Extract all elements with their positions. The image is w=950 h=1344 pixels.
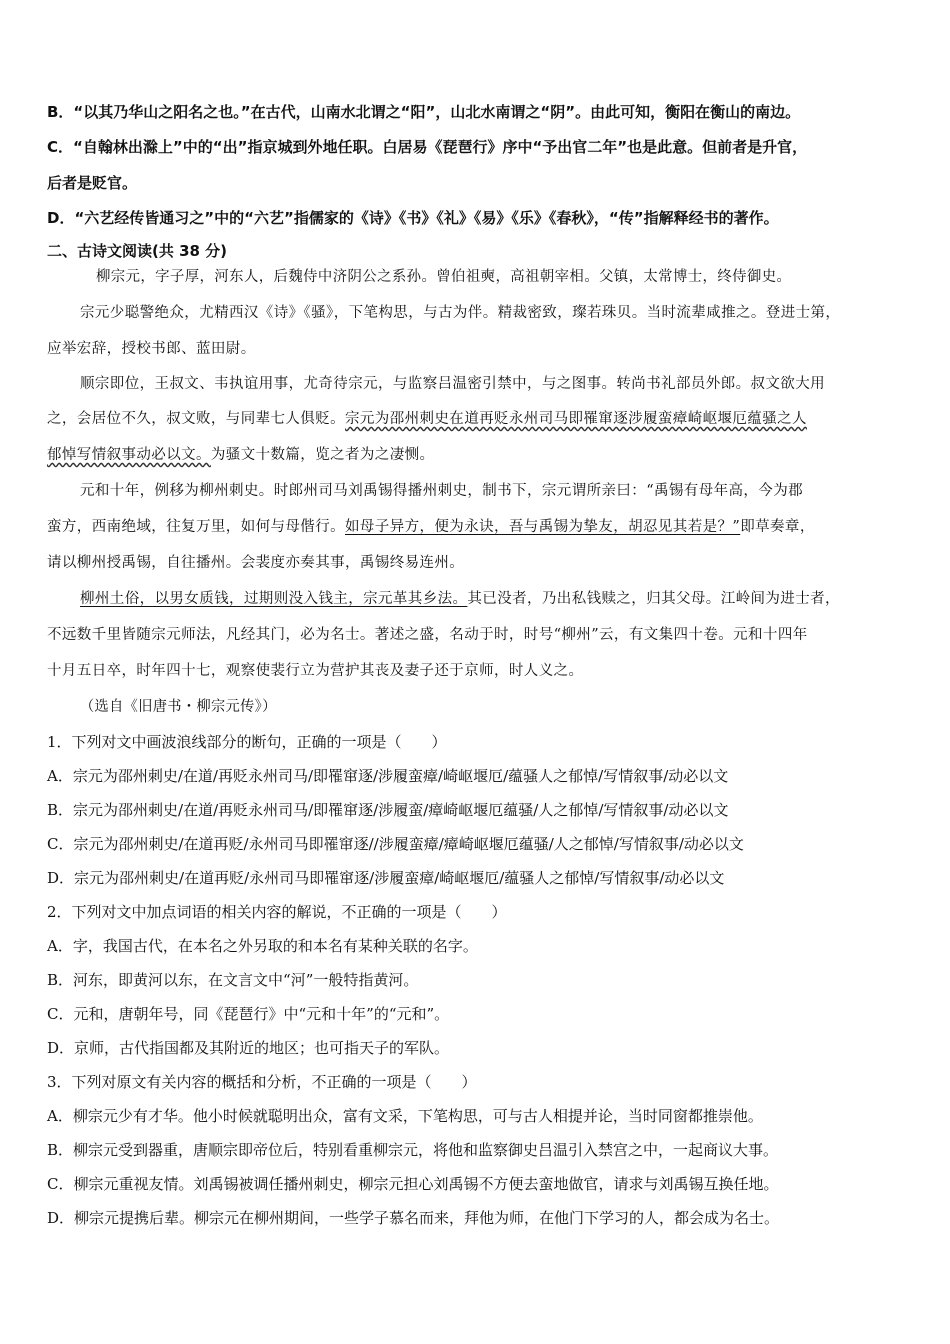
- passage-paragraph-4-line3: 请以柳州授禹锡，自往播州。会裴度亦奏其事，禹锡终易连州。: [47, 555, 465, 571]
- question-1-option-c[interactable]: C．宗元为邵州刺史/在道再贬/永州司马即罹窜逐//涉履蛮瘴/瘴崎岖堰厄蕴骚/人之郁悼/写情叙事/动必以文: [47, 835, 744, 853]
- underlined-sentence-2: 柳州土俗，以男女质钱，过期则没入钱主，宗元革其乡法。: [80, 591, 468, 607]
- question-3-option-c[interactable]: C．柳宗元重视友情。刘禹锡被调任播州刺史，柳宗元担心刘禹锡不方便去蛮地做官，请求与刘禹锡互换任地。: [47, 1175, 779, 1193]
- passage-paragraph-5-line1: [80, 588, 920, 610]
- question-1-option-a[interactable]: A．宗元为邵州刺史/在道/再贬永州司马/即罹窜逐/涉履蛮瘴/崎岖堰厄/蕴骚人之郁悼/写情叙事/动必以文: [47, 767, 729, 785]
- passage-paragraph-2-line2: 应举宏辞，授校书郎、蓝田尉。: [47, 341, 256, 357]
- passage-paragraph-3-line3: [47, 444, 917, 466]
- section-title: 二、古诗文阅读(共 38 分): [47, 242, 228, 260]
- underlined-sentence: 如母子异方，便为永诀，吾与禹锡为挚友，胡忍见其若是？”: [345, 519, 741, 535]
- wavy-underline-segment-end: 郁悼写情叙事动必以文。: [47, 447, 211, 463]
- passage-paragraph-4-line2: [47, 516, 917, 538]
- question-3-stem: 3．下列对原文有关内容的概括和分析，不正确的一项是（ ）: [47, 1073, 477, 1091]
- option-b-prev: B．“以其乃华山之阳名之也。”在古代，山南水北谓之“阳”，山北水南谓之“阴”。由此可知，衡阳在衡山的南边。: [47, 103, 801, 121]
- passage-paragraph-2-line1: 宗元少聪警绝众，尤精西汉《诗》《骚》，下笔构思，与古为伴。精裁密致，璨若珠贝。当时流辈咸推之。登进士第，: [80, 305, 841, 321]
- passage-paragraph-4-line1: 元和十年，例移为柳州刺史。时郎州司马刘禹锡得播州刺史，制书下，宗元谓所亲曰：“禹锡有母年高，今为郡: [80, 483, 804, 499]
- passage-paragraph-5-line3: 十月五日卒，时年四十七，观察使裴行立为营护其丧及妻子还于京师，时人义之。: [47, 663, 584, 679]
- option-d-prev: D．“六艺经传皆通习之”中的“六艺”指儒家的《诗》《书》《礼》《易》《乐》《春秋》，“传”指解释经书的著作。: [47, 209, 779, 227]
- question-2-option-c[interactable]: C．元和，唐朝年号，同《琵琶行》中“元和十年”的“元和”。: [47, 1005, 450, 1023]
- passage-p3-plain: 之，会居位不久，叔文败，与同辈七人俱贬。: [47, 411, 345, 427]
- passage-source: （选自《旧唐书・柳宗元传》）: [80, 699, 277, 715]
- question-1-stem: 1．下列对文中画波浪线部分的断句，正确的一项是（ ）: [47, 733, 447, 751]
- question-1-option-d[interactable]: D．宗元为邵州刺史/在道再贬/永州司马即罹窜逐/涉履蛮瘴/崎岖堰厄/蕴骚人之郁悼/写情叙事/动必以文: [47, 869, 725, 887]
- question-3-option-b[interactable]: B．柳宗元受到器重，唐顺宗即帝位后，特别看重柳宗元，将他和监察御史吕温引入禁宫之中，一起商议大事。: [47, 1141, 779, 1159]
- question-3-option-d[interactable]: D．柳宗元提携后辈。柳宗元在柳州期间，一些学子慕名而来，拜他为师，在他门下学习的人，都会成为名士。: [47, 1209, 780, 1227]
- option-c-prev-line1: C．“自翰林出滁上”中的“出”指京城到外地任职。白居易《琵琶行》序中“予出官二年”也是此意。但前者是升官，: [47, 138, 808, 156]
- passage-paragraph-1: 柳宗元，字子厚，河东人，后魏侍中济阴公之系孙。曾伯祖奭，高祖朝宰相。父镇，太常博士，终侍御史。: [96, 269, 792, 285]
- question-2-option-a[interactable]: A．字，我国古代，在本名之外另取的和本名有某种关联的名字。: [47, 937, 478, 955]
- option-c-prev-line2: 后者是贬官。: [47, 174, 138, 192]
- passage-paragraph-3-line1: 顺宗即位，王叔文、韦执谊用事，尤奇待宗元，与监察吕温密引禁中，与之图事。转尚书礼部员外郎。叔文欲大用: [80, 376, 825, 392]
- passage-p3-tail: 为骚文十数篇，览之者为之凄恻。: [210, 447, 435, 463]
- passage-p5-tail: 其已没者，乃出私钱赎之，归其父母。江岭间为进士者，: [467, 591, 840, 607]
- question-3-option-a[interactable]: A．柳宗元少有才华。他小时候就聪明出众，富有文采，下笔构思，可与古人相提并论，当时同窗都推崇他。: [47, 1107, 763, 1125]
- question-2-option-b[interactable]: B．河东，即黄河以东，在文言文中“河”一般特指黄河。: [47, 971, 419, 989]
- passage-paragraph-5-line2: 不远数千里皆随宗元师法，凡经其门，必为名士。著述之盛，名动于时，时号“柳州”云，有文集四十卷。元和十四年: [47, 627, 808, 643]
- question-2-option-d[interactable]: D．京师，古代指国都及其附近的地区；也可指天子的军队。: [47, 1039, 450, 1057]
- question-1-option-b[interactable]: B．宗元为邵州刺史/在道/再贬永州司马/即罹窜逐/涉履蛮/瘴崎岖堰厄蕴骚/人之郁悼/写情叙事/动必以文: [47, 801, 729, 819]
- question-2-stem: 2．下列对文中加点词语的相关内容的解说，不正确的一项是（ ）: [47, 903, 507, 921]
- passage-p4-plain: 蛮方，西南绝域，往复万里，如何与母偕行。: [47, 519, 345, 535]
- passage-p4-tail: 即草奏章，: [740, 519, 815, 535]
- wavy-underline-segment: 宗元为邵州刺史在道再贬永州司马即罹窜逐涉履蛮瘴崎岖堰厄蕴骚之人: [345, 411, 807, 427]
- passage-paragraph-3-line2: [47, 408, 917, 430]
